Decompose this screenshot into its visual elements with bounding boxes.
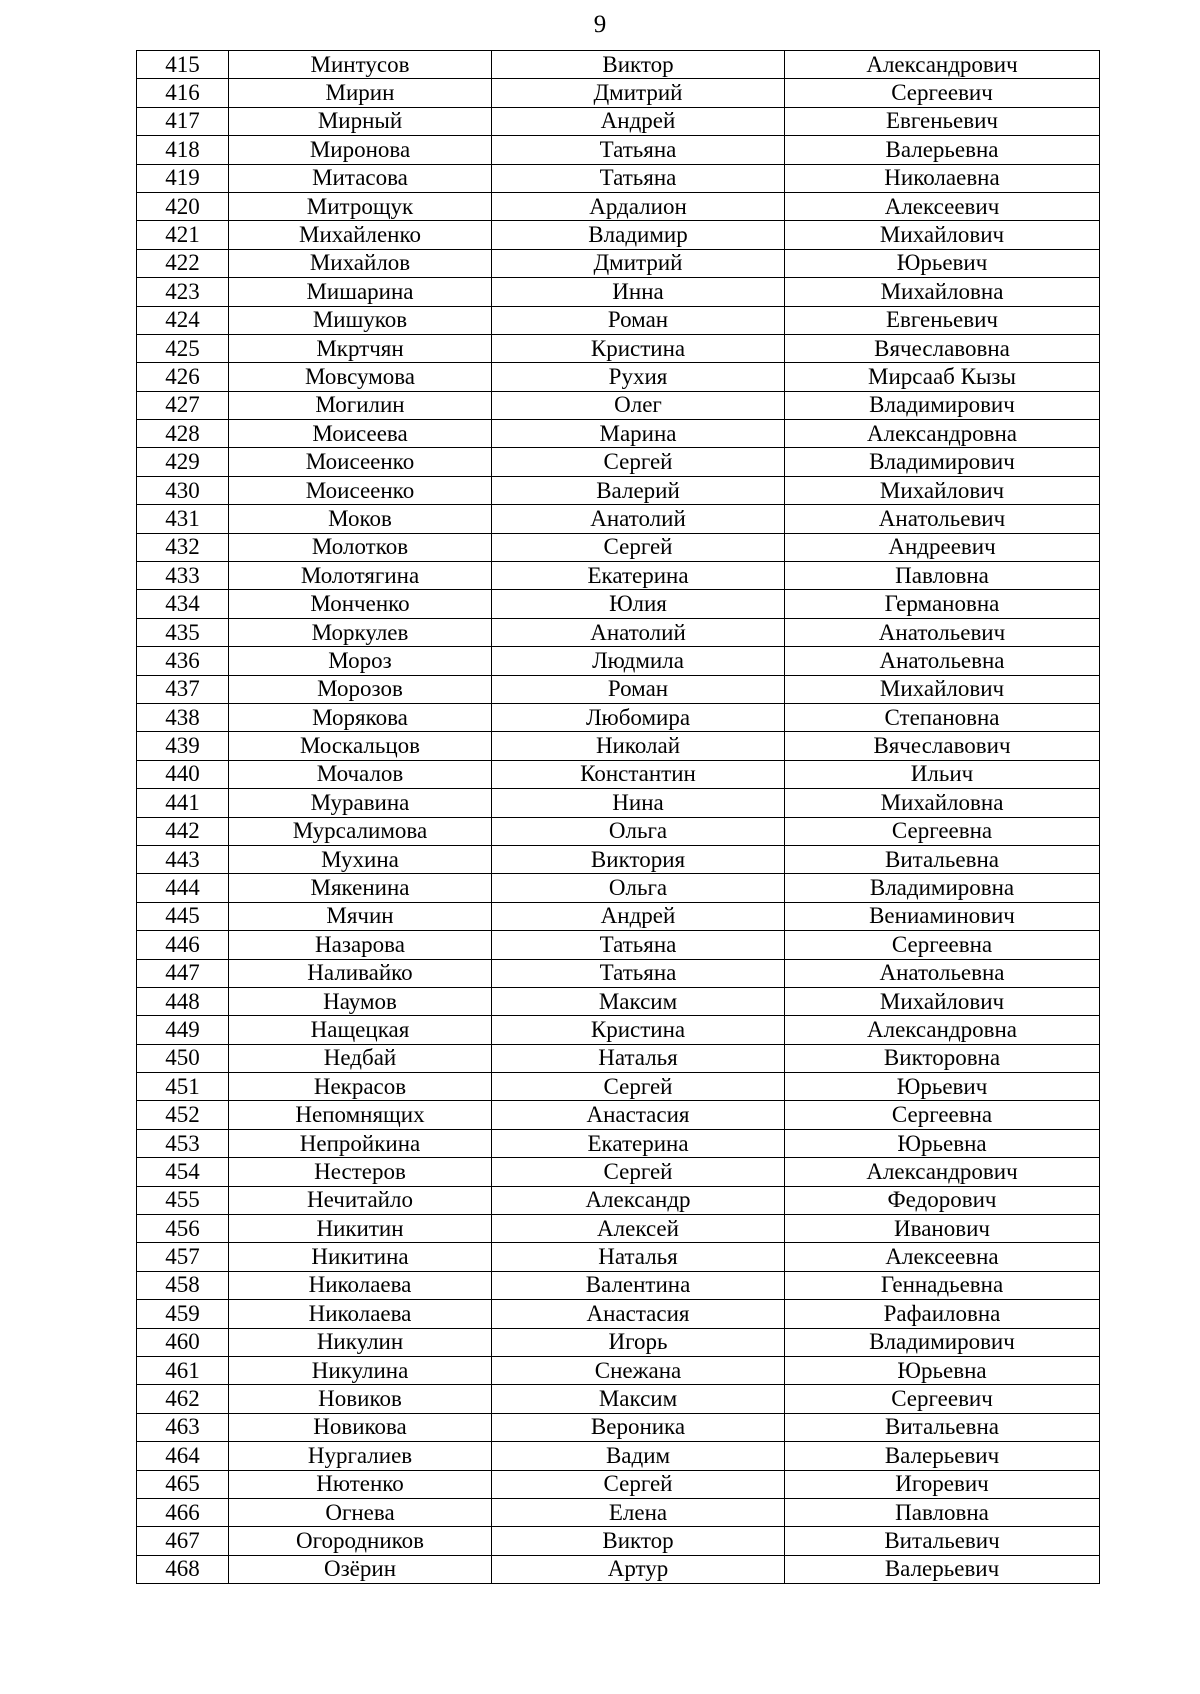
surname-cell: Могилин (229, 391, 492, 419)
patronymic-cell: Сергеевич (785, 79, 1100, 107)
surname-cell: Митрощук (229, 192, 492, 220)
first-name-cell: Снежана (492, 1356, 785, 1384)
first-name-cell: Екатерина (492, 562, 785, 590)
table-row (137, 306, 1100, 334)
patronymic-cell: Юрьевич (785, 249, 1100, 277)
table-row (137, 817, 1100, 845)
surname-cell: Наливайко (229, 959, 492, 987)
patronymic-cell: Сергеевна (785, 931, 1100, 959)
row-number-cell: 458 (137, 1271, 229, 1299)
patronymic-cell: Алексеевич (785, 192, 1100, 220)
patronymic-cell: Валерьевна (785, 136, 1100, 164)
surname-cell: Монченко (229, 590, 492, 618)
table-row (137, 931, 1100, 959)
patronymic-cell: Вениаминович (785, 902, 1100, 930)
row-number-cell: 454 (137, 1158, 229, 1186)
first-name-cell: Андрей (492, 902, 785, 930)
table-row (137, 845, 1100, 873)
row-number-cell: 464 (137, 1442, 229, 1470)
table-row (137, 1555, 1100, 1583)
row-number-cell: 449 (137, 1016, 229, 1044)
first-name-cell: Анатолий (492, 505, 785, 533)
table-row (137, 1300, 1100, 1328)
surname-cell: Непомнящих (229, 1101, 492, 1129)
table-row (137, 1385, 1100, 1413)
surname-cell: Морозов (229, 675, 492, 703)
surname-cell: Никулина (229, 1356, 492, 1384)
table-row (137, 391, 1100, 419)
table-row (137, 476, 1100, 504)
table-row (137, 533, 1100, 561)
table-row (137, 79, 1100, 107)
first-name-cell: Рухия (492, 363, 785, 391)
row-number-cell: 447 (137, 959, 229, 987)
table-row (137, 1413, 1100, 1441)
table-row (137, 874, 1100, 902)
patronymic-cell: Иванович (785, 1215, 1100, 1243)
patronymic-cell: Сергеевна (785, 817, 1100, 845)
table-row (137, 562, 1100, 590)
patronymic-cell: Мирсааб Кызы (785, 363, 1100, 391)
patronymic-cell: Владимирович (785, 391, 1100, 419)
patronymic-cell: Михайлович (785, 675, 1100, 703)
first-name-cell: Алексей (492, 1215, 785, 1243)
first-name-cell: Кристина (492, 1016, 785, 1044)
first-name-cell: Андрей (492, 107, 785, 135)
surname-cell: Моисеева (229, 420, 492, 448)
patronymic-cell: Алексеевна (785, 1243, 1100, 1271)
row-number-cell: 440 (137, 760, 229, 788)
first-name-cell: Юлия (492, 590, 785, 618)
table-row (137, 703, 1100, 731)
row-number-cell: 441 (137, 789, 229, 817)
row-number-cell: 415 (137, 51, 229, 79)
row-number-cell: 439 (137, 732, 229, 760)
first-name-cell: Сергей (492, 1470, 785, 1498)
patronymic-cell: Валерьевич (785, 1442, 1100, 1470)
patronymic-cell: Евгеньевич (785, 306, 1100, 334)
first-name-cell: Николай (492, 732, 785, 760)
first-name-cell: Кристина (492, 334, 785, 362)
patronymic-cell: Павловна (785, 562, 1100, 590)
table-row (137, 1158, 1100, 1186)
row-number-cell: 467 (137, 1527, 229, 1555)
row-number-cell: 463 (137, 1413, 229, 1441)
patronymic-cell: Анатольевна (785, 959, 1100, 987)
patronymic-cell: Михайловна (785, 789, 1100, 817)
row-number-cell: 453 (137, 1129, 229, 1157)
first-name-cell: Марина (492, 420, 785, 448)
table-row (137, 1215, 1100, 1243)
patronymic-cell: Николаевна (785, 164, 1100, 192)
table-row (137, 1527, 1100, 1555)
surname-cell: Никитина (229, 1243, 492, 1271)
row-number-cell: 420 (137, 192, 229, 220)
patronymic-cell: Юрьевич (785, 1073, 1100, 1101)
patronymic-cell: Александровна (785, 1016, 1100, 1044)
first-name-cell: Роман (492, 675, 785, 703)
first-name-cell: Людмила (492, 647, 785, 675)
first-name-cell: Виктор (492, 51, 785, 79)
surname-cell: Мячин (229, 902, 492, 930)
row-number-cell: 444 (137, 874, 229, 902)
patronymic-cell: Вячеславович (785, 732, 1100, 760)
row-number-cell: 430 (137, 476, 229, 504)
patronymic-cell: Витальевич (785, 1527, 1100, 1555)
surname-cell: Минтусов (229, 51, 492, 79)
row-number-cell: 422 (137, 249, 229, 277)
table-row (137, 902, 1100, 930)
patronymic-cell: Германовна (785, 590, 1100, 618)
patronymic-cell: Ильич (785, 760, 1100, 788)
table-row (137, 1498, 1100, 1526)
row-number-cell: 428 (137, 420, 229, 448)
table-row (137, 647, 1100, 675)
row-number-cell: 426 (137, 363, 229, 391)
patronymic-cell: Андреевич (785, 533, 1100, 561)
first-name-cell: Сергей (492, 1073, 785, 1101)
surname-cell: Мкртчян (229, 334, 492, 362)
row-number-cell: 432 (137, 533, 229, 561)
table-row (137, 51, 1100, 79)
patronymic-cell: Александрович (785, 1158, 1100, 1186)
patronymic-cell: Степановна (785, 703, 1100, 731)
first-name-cell: Инна (492, 278, 785, 306)
first-name-cell: Татьяна (492, 959, 785, 987)
row-number-cell: 437 (137, 675, 229, 703)
patronymic-cell: Анатольевич (785, 618, 1100, 646)
first-name-cell: Татьяна (492, 164, 785, 192)
surname-cell: Мирин (229, 79, 492, 107)
patronymic-cell: Владимировна (785, 874, 1100, 902)
first-name-cell: Роман (492, 306, 785, 334)
row-number-cell: 446 (137, 931, 229, 959)
roster-table (136, 50, 1100, 1584)
first-name-cell: Валентина (492, 1271, 785, 1299)
surname-cell: Огнева (229, 1498, 492, 1526)
patronymic-cell: Сергеевна (785, 1101, 1100, 1129)
surname-cell: Николаева (229, 1271, 492, 1299)
surname-cell: Нечитайло (229, 1186, 492, 1214)
row-number-cell: 436 (137, 647, 229, 675)
patronymic-cell: Рафаиловна (785, 1300, 1100, 1328)
table-row (137, 1186, 1100, 1214)
table-row (137, 505, 1100, 533)
patronymic-cell: Евгеньевич (785, 107, 1100, 135)
surname-cell: Нургалиев (229, 1442, 492, 1470)
patronymic-cell: Михайловна (785, 278, 1100, 306)
table-row (137, 1073, 1100, 1101)
first-name-cell: Татьяна (492, 136, 785, 164)
roster-table-body (137, 51, 1100, 1584)
patronymic-cell: Вячеславовна (785, 334, 1100, 362)
row-number-cell: 425 (137, 334, 229, 362)
row-number-cell: 431 (137, 505, 229, 533)
surname-cell: Озёрин (229, 1555, 492, 1583)
table-row (137, 363, 1100, 391)
row-number-cell: 445 (137, 902, 229, 930)
table-row (137, 136, 1100, 164)
row-number-cell: 419 (137, 164, 229, 192)
surname-cell: Мишуков (229, 306, 492, 334)
surname-cell: Никитин (229, 1215, 492, 1243)
first-name-cell: Любомира (492, 703, 785, 731)
first-name-cell: Сергей (492, 448, 785, 476)
table-row (137, 107, 1100, 135)
table-row (137, 987, 1100, 1015)
first-name-cell: Елена (492, 1498, 785, 1526)
surname-cell: Непройкина (229, 1129, 492, 1157)
first-name-cell: Ольга (492, 874, 785, 902)
patronymic-cell: Геннадьевна (785, 1271, 1100, 1299)
patronymic-cell: Александрович (785, 51, 1100, 79)
first-name-cell: Максим (492, 1385, 785, 1413)
table-row (137, 1271, 1100, 1299)
first-name-cell: Виктор (492, 1527, 785, 1555)
table-row (137, 448, 1100, 476)
first-name-cell: Александр (492, 1186, 785, 1214)
patronymic-cell: Сергеевич (785, 1385, 1100, 1413)
surname-cell: Молотягина (229, 562, 492, 590)
first-name-cell: Игорь (492, 1328, 785, 1356)
first-name-cell: Владимир (492, 221, 785, 249)
first-name-cell: Екатерина (492, 1129, 785, 1157)
first-name-cell: Наталья (492, 1243, 785, 1271)
first-name-cell: Максим (492, 987, 785, 1015)
row-number-cell: 460 (137, 1328, 229, 1356)
row-number-cell: 455 (137, 1186, 229, 1214)
page-number: 9 (593, 11, 607, 38)
patronymic-cell: Федорович (785, 1186, 1100, 1214)
row-number-cell: 451 (137, 1073, 229, 1101)
surname-cell: Назарова (229, 931, 492, 959)
row-number-cell: 466 (137, 1498, 229, 1526)
surname-cell: Мочалов (229, 760, 492, 788)
first-name-cell: Вероника (492, 1413, 785, 1441)
patronymic-cell: Валерьевич (785, 1555, 1100, 1583)
first-name-cell: Валерий (492, 476, 785, 504)
table-row (137, 1442, 1100, 1470)
patronymic-cell: Александровна (785, 420, 1100, 448)
row-number-cell: 421 (137, 221, 229, 249)
table-row (137, 420, 1100, 448)
table-row (137, 590, 1100, 618)
first-name-cell: Артур (492, 1555, 785, 1583)
row-number-cell: 443 (137, 845, 229, 873)
surname-cell: Муравина (229, 789, 492, 817)
patronymic-cell: Витальевна (785, 1413, 1100, 1441)
surname-cell: Михайлов (229, 249, 492, 277)
surname-cell: Мякенина (229, 874, 492, 902)
row-number-cell: 434 (137, 590, 229, 618)
patronymic-cell: Михайлович (785, 987, 1100, 1015)
table-row (137, 278, 1100, 306)
table-row (137, 959, 1100, 987)
table-row (137, 249, 1100, 277)
surname-cell: Мишарина (229, 278, 492, 306)
first-name-cell: Олег (492, 391, 785, 419)
patronymic-cell: Владимирович (785, 1328, 1100, 1356)
table-row (137, 1470, 1100, 1498)
table-row (137, 618, 1100, 646)
surname-cell: Новикова (229, 1413, 492, 1441)
patronymic-cell: Михайлович (785, 476, 1100, 504)
patronymic-cell: Витальевна (785, 845, 1100, 873)
table-row (137, 1129, 1100, 1157)
first-name-cell: Вадим (492, 1442, 785, 1470)
table-row (137, 1243, 1100, 1271)
row-number-cell: 416 (137, 79, 229, 107)
row-number-cell: 457 (137, 1243, 229, 1271)
row-number-cell: 468 (137, 1555, 229, 1583)
surname-cell: Молотков (229, 533, 492, 561)
table-row (137, 1101, 1100, 1129)
patronymic-cell: Игоревич (785, 1470, 1100, 1498)
row-number-cell: 459 (137, 1300, 229, 1328)
row-number-cell: 462 (137, 1385, 229, 1413)
first-name-cell: Ардалион (492, 192, 785, 220)
surname-cell: Нютенко (229, 1470, 492, 1498)
surname-cell: Огородников (229, 1527, 492, 1555)
first-name-cell: Дмитрий (492, 79, 785, 107)
surname-cell: Некрасов (229, 1073, 492, 1101)
first-name-cell: Константин (492, 760, 785, 788)
patronymic-cell: Павловна (785, 1498, 1100, 1526)
first-name-cell: Ольга (492, 817, 785, 845)
patronymic-cell: Юрьевна (785, 1356, 1100, 1384)
first-name-cell: Наталья (492, 1044, 785, 1072)
first-name-cell: Анастасия (492, 1300, 785, 1328)
surname-cell: Моисеенко (229, 448, 492, 476)
row-number-cell: 450 (137, 1044, 229, 1072)
table-row (137, 1016, 1100, 1044)
table-row (137, 334, 1100, 362)
surname-cell: Нащецкая (229, 1016, 492, 1044)
surname-cell: Николаева (229, 1300, 492, 1328)
patronymic-cell: Анатольевич (785, 505, 1100, 533)
row-number-cell: 417 (137, 107, 229, 135)
surname-cell: Мирный (229, 107, 492, 135)
patronymic-cell: Владимирович (785, 448, 1100, 476)
row-number-cell: 448 (137, 987, 229, 1015)
row-number-cell: 465 (137, 1470, 229, 1498)
surname-cell: Моисеенко (229, 476, 492, 504)
table-row (137, 1328, 1100, 1356)
row-number-cell: 429 (137, 448, 229, 476)
first-name-cell: Анатолий (492, 618, 785, 646)
surname-cell: Мурсалимова (229, 817, 492, 845)
patronymic-cell: Викторовна (785, 1044, 1100, 1072)
surname-cell: Мухина (229, 845, 492, 873)
surname-cell: Никулин (229, 1328, 492, 1356)
row-number-cell: 435 (137, 618, 229, 646)
surname-cell: Моркулев (229, 618, 492, 646)
patronymic-cell: Михайлович (785, 221, 1100, 249)
row-number-cell: 438 (137, 703, 229, 731)
table-row (137, 1356, 1100, 1384)
table-row (137, 760, 1100, 788)
row-number-cell: 456 (137, 1215, 229, 1243)
surname-cell: Мороз (229, 647, 492, 675)
row-number-cell: 433 (137, 562, 229, 590)
first-name-cell: Анастасия (492, 1101, 785, 1129)
first-name-cell: Сергей (492, 1158, 785, 1186)
surname-cell: Недбай (229, 1044, 492, 1072)
patronymic-cell: Юрьевна (785, 1129, 1100, 1157)
surname-cell: Михайленко (229, 221, 492, 249)
first-name-cell: Нина (492, 789, 785, 817)
surname-cell: Мовсумова (229, 363, 492, 391)
table-row (137, 1044, 1100, 1072)
row-number-cell: 427 (137, 391, 229, 419)
row-number-cell: 424 (137, 306, 229, 334)
row-number-cell: 418 (137, 136, 229, 164)
row-number-cell: 461 (137, 1356, 229, 1384)
table-row (137, 732, 1100, 760)
surname-cell: Новиков (229, 1385, 492, 1413)
table-row (137, 789, 1100, 817)
first-name-cell: Виктория (492, 845, 785, 873)
table-row (137, 675, 1100, 703)
surname-cell: Морякова (229, 703, 492, 731)
surname-cell: Наумов (229, 987, 492, 1015)
row-number-cell: 423 (137, 278, 229, 306)
surname-cell: Моков (229, 505, 492, 533)
patronymic-cell: Анатольевна (785, 647, 1100, 675)
table-row (137, 164, 1100, 192)
first-name-cell: Татьяна (492, 931, 785, 959)
table-row (137, 221, 1100, 249)
surname-cell: Миронова (229, 136, 492, 164)
row-number-cell: 452 (137, 1101, 229, 1129)
row-number-cell: 442 (137, 817, 229, 845)
surname-cell: Нестеров (229, 1158, 492, 1186)
surname-cell: Москальцов (229, 732, 492, 760)
first-name-cell: Сергей (492, 533, 785, 561)
surname-cell: Митасова (229, 164, 492, 192)
table-row (137, 192, 1100, 220)
first-name-cell: Дмитрий (492, 249, 785, 277)
